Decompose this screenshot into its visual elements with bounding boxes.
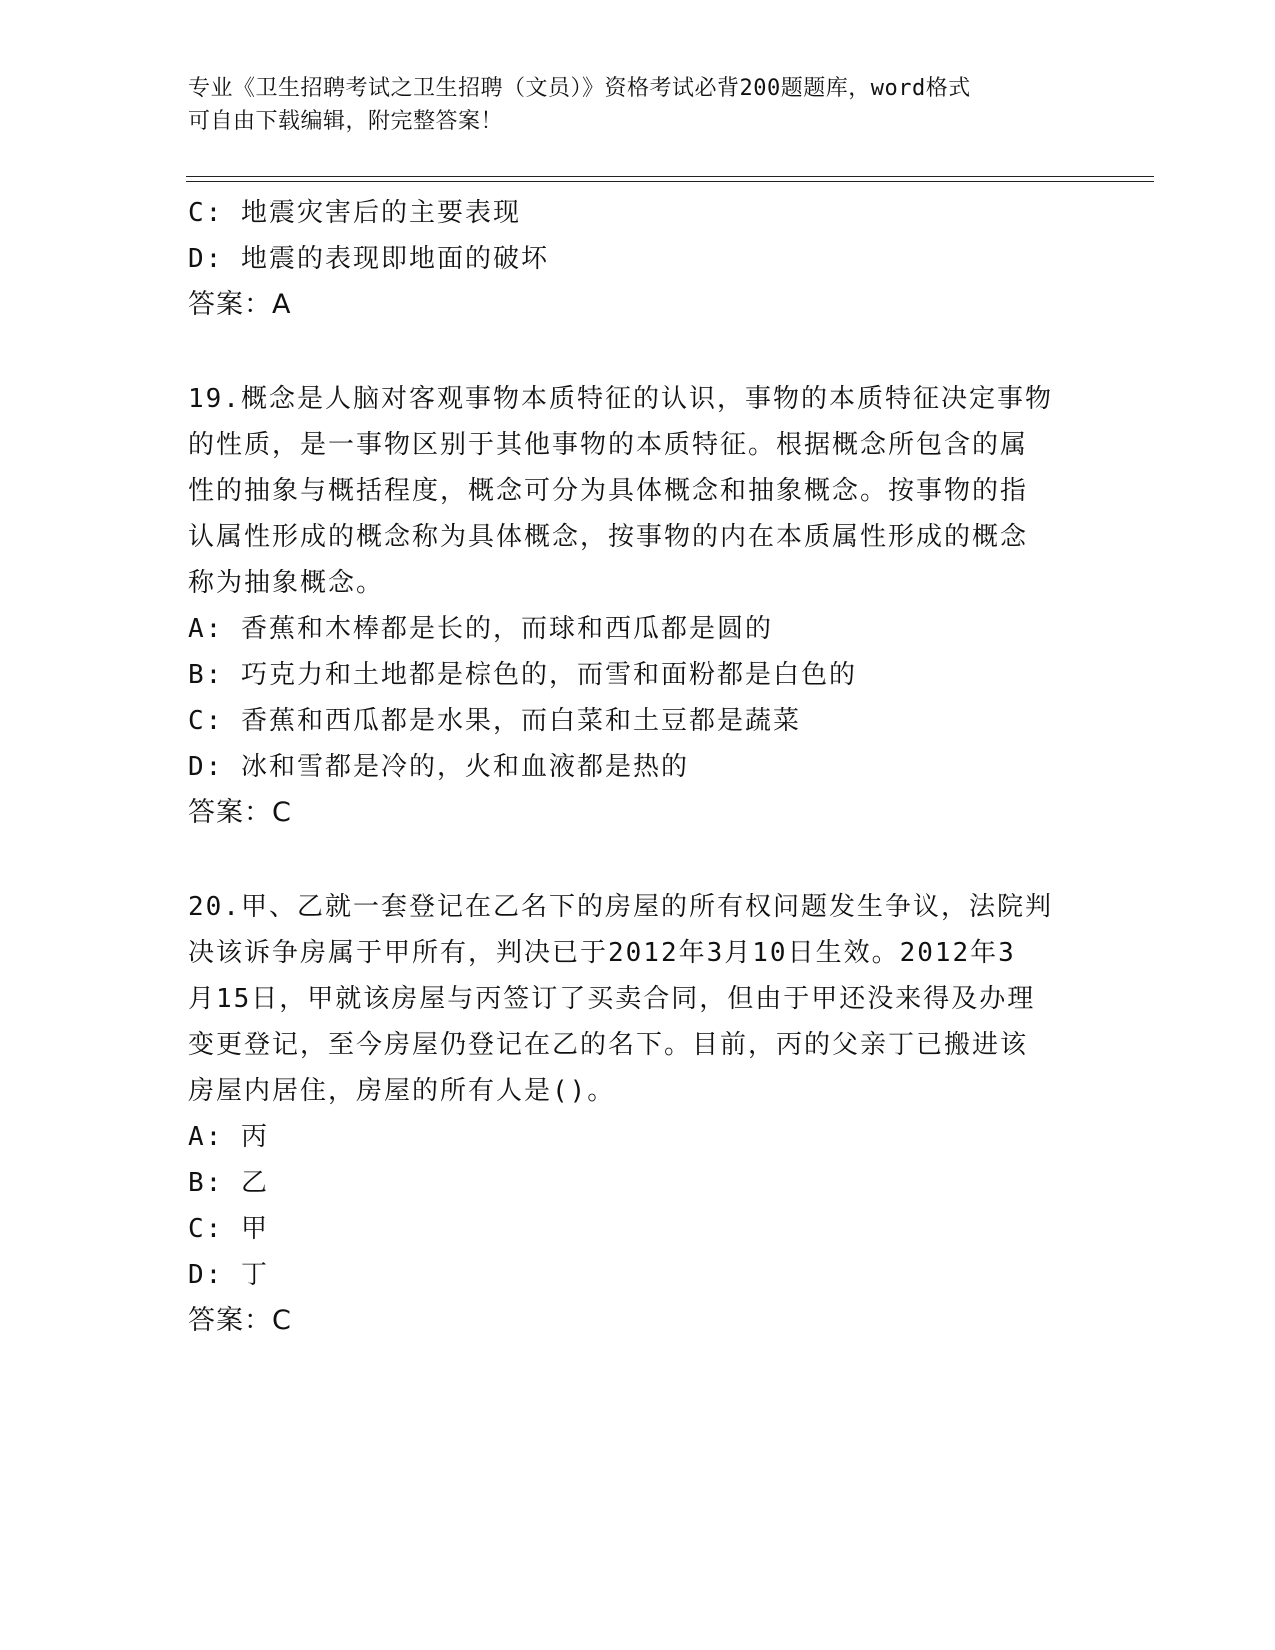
option-d: D: 冰和雪都是冷的，火和血液都是热的 xyxy=(188,752,689,782)
option-b: B: 巧克力和土地都是棕色的，而雪和面粉都是白色的 xyxy=(188,660,857,690)
question-text-line: 认属性形成的概念称为具体概念，按事物的内在本质属性形成的概念 xyxy=(188,522,1029,552)
option-d: D: 地震的表现即地面的破坏 xyxy=(188,244,549,274)
answer-label: 答案：C xyxy=(188,797,292,828)
header-rule-top xyxy=(186,176,1154,177)
header-line-1: 专业《卫生招聘考试之卫生招聘（文员）》资格考试必背200题题库，word格式 xyxy=(188,76,971,101)
question-text-line: 决该诉争房属于甲所有，判决已于2012年3月10日生效。2012年3 xyxy=(188,938,1016,968)
question-text xyxy=(188,884,1088,1114)
question-text-line: 月15日，甲就该房屋与丙签订了买卖合同，但由于甲还没来得及办理 xyxy=(188,984,1036,1014)
option-c: C: 甲 xyxy=(188,1214,269,1244)
question-text-line: 19.概念是人脑对客观事物本质特征的认识，事物的本质特征决定事物 xyxy=(188,384,1053,414)
answer-label: 答案：C xyxy=(188,1305,292,1336)
option-d: D: 丁 xyxy=(188,1260,269,1290)
answer-label: 答案：A xyxy=(188,289,292,320)
header-line-2: 可自由下载编辑，附完整答案！ xyxy=(188,109,504,134)
question-text-line: 的性质，是一事物区别于其他事物的本质特征。根据概念所包含的属 xyxy=(188,430,1029,460)
question-19 xyxy=(188,376,1088,836)
question-18-continued xyxy=(188,190,1088,328)
option-b: B: 乙 xyxy=(188,1168,269,1198)
question-text-line: 20.甲、乙就一套登记在乙名下的房屋的所有权问题发生争议，法院判 xyxy=(188,892,1053,922)
option-c: C: 香蕉和西瓜都是水果，而白菜和土豆都是蔬菜 xyxy=(188,706,801,736)
spacer xyxy=(188,836,1088,884)
question-20 xyxy=(188,884,1088,1344)
question-text-line: 房屋内居住，房屋的所有人是()。 xyxy=(188,1076,616,1106)
document-header xyxy=(188,72,1068,138)
question-text xyxy=(188,376,1088,606)
question-text-line: 性的抽象与概括程度，概念可分为具体概念和抽象概念。按事物的指 xyxy=(188,476,1029,506)
option-c: C: 地震灾害后的主要表现 xyxy=(188,198,521,228)
spacer xyxy=(188,328,1088,376)
document-body xyxy=(188,190,1088,1344)
question-text-line: 称为抽象概念。 xyxy=(188,568,385,598)
option-a: A: 丙 xyxy=(188,1122,269,1152)
option-a: A: 香蕉和木棒都是长的，而球和西瓜都是圆的 xyxy=(188,614,773,644)
header-rule-bottom xyxy=(186,181,1154,182)
question-text-line: 变更登记，至今房屋仍登记在乙的名下。目前，丙的父亲丁已搬进该 xyxy=(188,1030,1029,1060)
